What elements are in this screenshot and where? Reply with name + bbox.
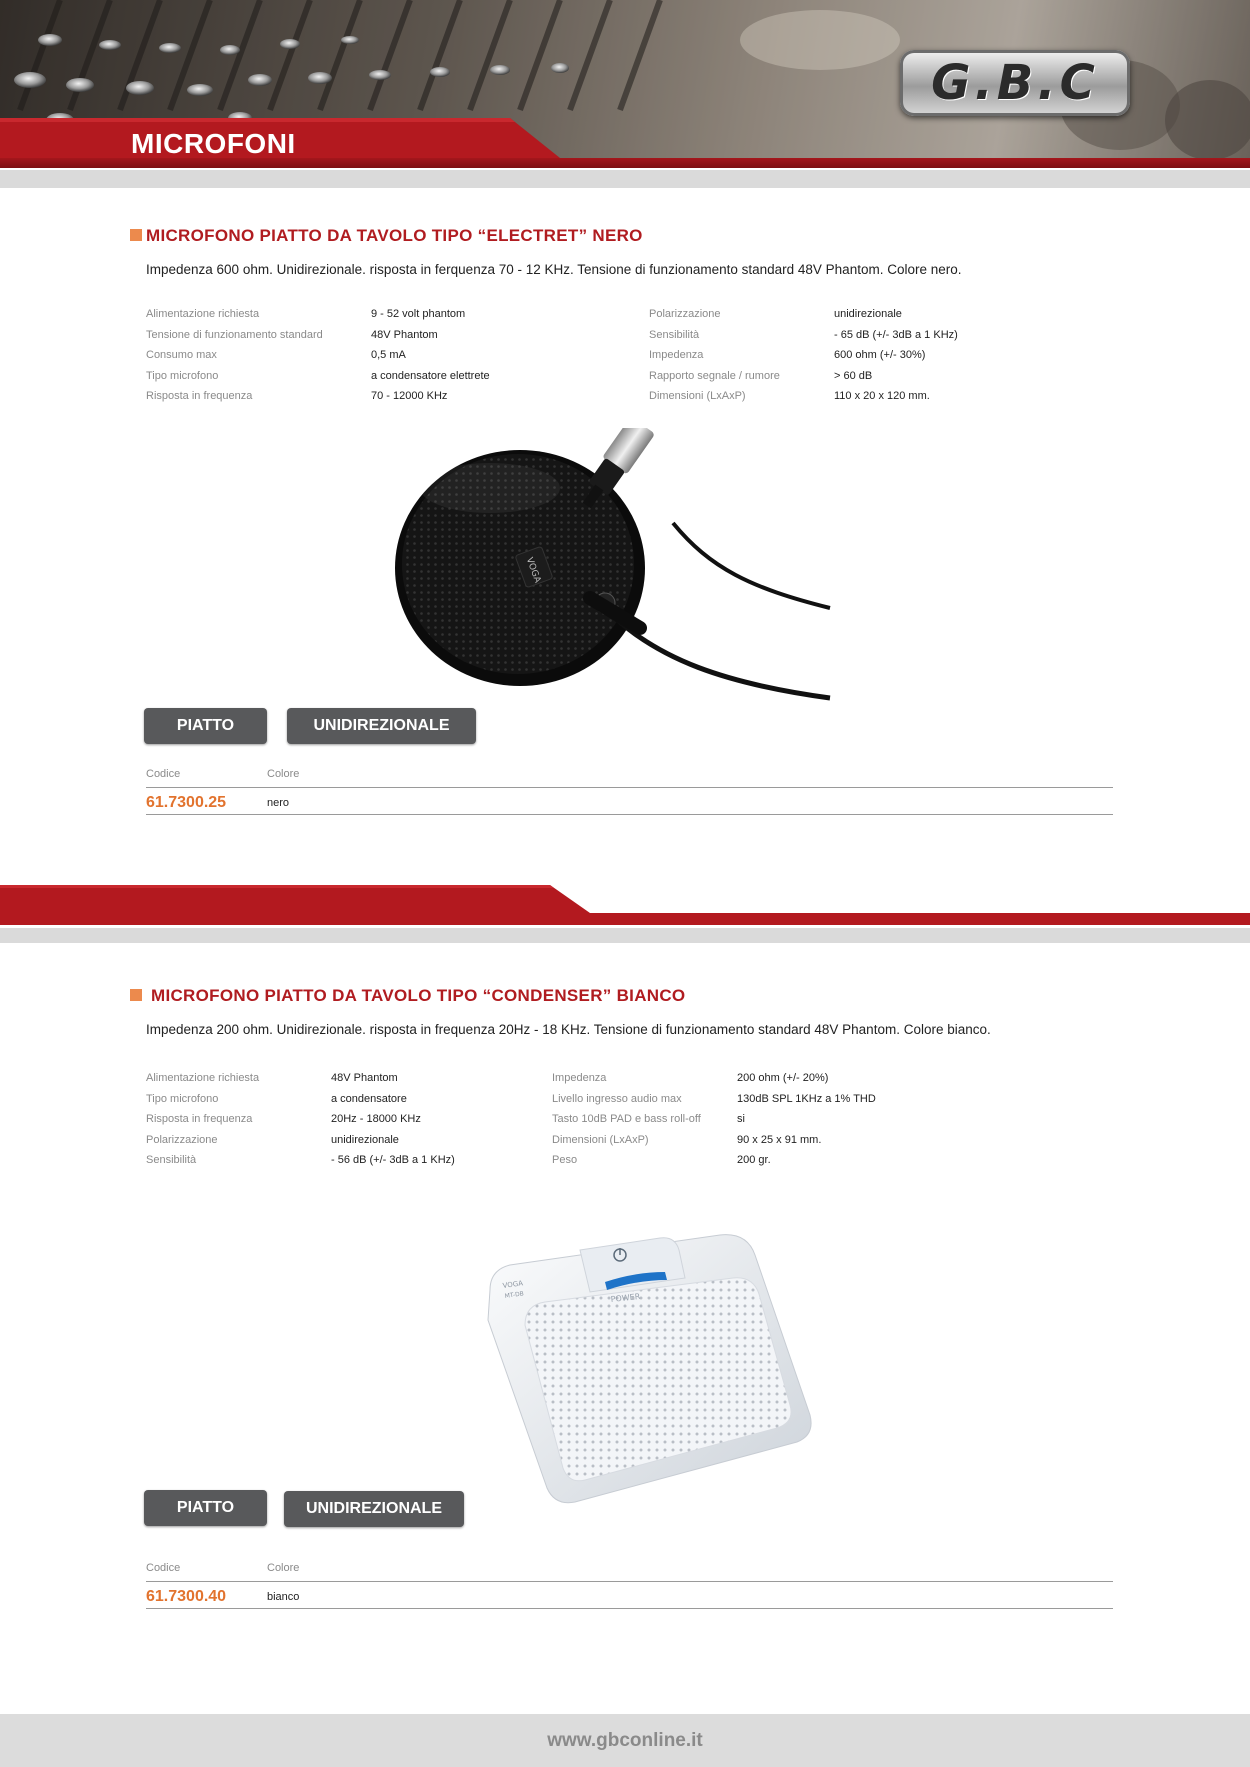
spec-list-left (146, 1068, 455, 1171)
spec-row (552, 1109, 876, 1130)
spec-row (146, 1150, 455, 1171)
spec-label: Impedenza (649, 349, 704, 361)
product-color: nero (267, 797, 290, 809)
spec-value: 600 ohm (+/- 30%) (834, 349, 926, 361)
spec-label: Alimentazione richiesta (146, 308, 260, 320)
header-gray-band (0, 170, 1250, 188)
title-bullet (130, 229, 142, 241)
spec-row (146, 386, 490, 407)
table-divider (146, 1608, 1113, 1609)
table-divider (146, 1581, 1113, 1582)
spec-label: Alimentazione richiesta (146, 1072, 260, 1084)
product-description: Impedenza 200 ohm. Unidirezionale. risposta in frequenza 20Hz - 18 KHz. Tensione di funzionamento standard 48V Phantom. Colore bianco. (146, 1022, 991, 1037)
mic-model-label: MT-DB (504, 1290, 525, 1300)
spec-label: Polarizzazione (146, 1133, 218, 1146)
table-header-colore: Colore (267, 768, 300, 780)
spec-row (649, 325, 958, 346)
product-title: MICROFONO PIATTO DA TAVOLO TIPO “ELECTRET” NERO (146, 226, 643, 245)
spec-list-left (146, 304, 490, 407)
product-code: 61.7300.40 (146, 1588, 227, 1605)
badge-unidirezionale: UNIDIREZIONALE (287, 708, 476, 744)
spec-value: a condensatore elettrete (371, 369, 490, 382)
badge-piatto: PIATTO (144, 708, 267, 744)
spec-row (649, 345, 958, 366)
table-divider (146, 787, 1113, 788)
badge-piatto: PIATTO (144, 1490, 267, 1526)
spec-row (649, 366, 958, 387)
spec-row (146, 1068, 455, 1089)
table-divider (146, 814, 1113, 815)
spec-list-right (649, 304, 958, 407)
spec-list-right (552, 1068, 876, 1171)
product-code: 61.7300.25 (146, 794, 227, 811)
table-header-codice: Codice (146, 1562, 181, 1574)
spec-row (552, 1068, 876, 1089)
spec-row (146, 1130, 455, 1151)
product-description: Impedenza 600 ohm. Unidirezionale. risposta in ferquenza 70 - 12 KHz. Tensione di funzionamento standard 48V Phantom. Colore nero. (146, 262, 962, 277)
spec-value: si (737, 1113, 745, 1125)
spec-value: 0,5 mA (371, 349, 406, 361)
spec-row (146, 1109, 455, 1130)
spec-value: 20Hz - 18000 KHz (331, 1113, 421, 1125)
spec-label: Livello ingresso audio max (552, 1092, 682, 1105)
spec-value: - 56 dB (+/- 3dB a 1 KHz) (331, 1154, 455, 1166)
section-title: MICROFONI (131, 128, 296, 159)
spec-row (649, 386, 958, 407)
table-header-codice: Codice (146, 768, 181, 780)
spec-label: Dimensioni (LxAxP) (649, 390, 746, 402)
mic-power-label: POWER (610, 1291, 641, 1304)
spec-row (552, 1150, 876, 1171)
table-header-colore: Colore (267, 1562, 300, 1574)
spec-value: 110 x 20 x 120 mm. (834, 390, 930, 402)
spec-label: Consumo max (146, 349, 217, 361)
white-boundary-microphone-image (485, 1230, 815, 1505)
spec-value: 90 x 25 x 91 mm. (737, 1133, 822, 1146)
spec-value: 9 - 52 volt phantom (371, 308, 466, 320)
spec-label: Impedenza (552, 1072, 607, 1084)
spec-value: 200 gr. (737, 1154, 771, 1166)
spec-value: 200 ohm (+/- 20%) (737, 1072, 829, 1084)
spec-label: Polarizzazione (649, 308, 721, 320)
spec-label: Tipo microfono (146, 369, 219, 382)
spec-label: Peso (552, 1154, 578, 1166)
product-title: MICROFONO PIATTO DA TAVOLO TIPO “CONDENSER” BIANCO (151, 986, 686, 1005)
website-link[interactable]: www.gbconline.it (547, 1729, 703, 1751)
mic-brand-label: VOGA (502, 1279, 524, 1290)
spec-value: unidirezionale (834, 308, 902, 320)
section-separator (0, 885, 1250, 943)
spec-value: a condensatore (331, 1092, 407, 1105)
spec-row (146, 325, 490, 346)
spec-row (146, 1089, 455, 1110)
product-color: bianco (267, 1591, 300, 1603)
spec-label: Risposta in frequenza (146, 390, 253, 402)
spec-value: unidirezionale (331, 1133, 399, 1146)
gbc-logo: G.B.C (900, 50, 1130, 116)
spec-label: Risposta in frequenza (146, 1113, 253, 1125)
page-header (0, 0, 1250, 188)
spec-value: 130dB SPL 1KHz a 1% THD (737, 1092, 876, 1105)
page-footer (0, 1714, 1250, 1767)
black-boundary-microphone-image (390, 428, 840, 708)
spec-value: 48V Phantom (371, 328, 438, 341)
spec-value: > 60 dB (834, 369, 873, 382)
spec-row (552, 1130, 876, 1151)
spec-label: Sensibilità (649, 328, 700, 341)
spec-label: Tensione di funzionamento standard (146, 328, 323, 341)
spec-label: Sensibilità (146, 1154, 197, 1166)
spec-label: Tipo microfono (146, 1092, 219, 1105)
spec-row (146, 345, 490, 366)
spec-value: 70 - 12000 KHz (371, 390, 448, 402)
badge-unidirezionale: UNIDIREZIONALE (284, 1491, 464, 1527)
title-bullet (130, 989, 142, 1001)
spec-value: - 65 dB (+/- 3dB a 1 KHz) (834, 328, 958, 341)
spec-row (649, 304, 958, 325)
spec-value: 48V Phantom (331, 1072, 398, 1084)
spec-label: Dimensioni (LxAxP) (552, 1133, 649, 1146)
spec-row (552, 1089, 876, 1110)
spec-label: Tasto 10dB PAD e bass roll-off (552, 1113, 701, 1125)
mic-brand-label: VOGA (523, 556, 543, 585)
spec-row (146, 304, 490, 325)
spec-row (146, 366, 490, 387)
spec-label: Rapporto segnale / rumore (649, 369, 780, 382)
